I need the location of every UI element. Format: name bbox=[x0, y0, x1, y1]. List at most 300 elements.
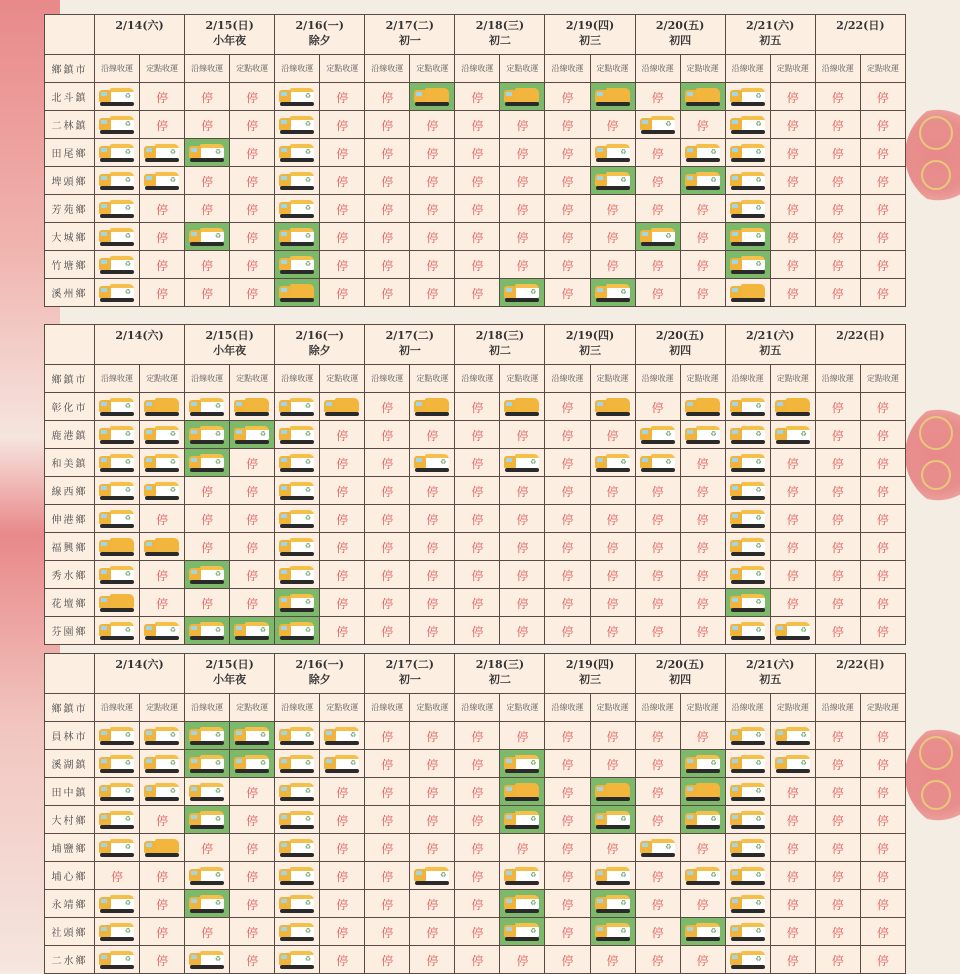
table-row bbox=[45, 918, 906, 946]
schedule-cell bbox=[455, 195, 500, 223]
schedule-cell bbox=[365, 167, 410, 195]
schedule-cell bbox=[815, 393, 860, 421]
schedule-cell bbox=[680, 167, 725, 195]
schedule-cell bbox=[410, 890, 455, 918]
suspended-label: 停 bbox=[156, 954, 169, 968]
table-row bbox=[45, 750, 906, 778]
schedule-cell bbox=[725, 251, 770, 279]
suspended-label: 停 bbox=[201, 259, 214, 273]
town-column-header: 鄉鎮市 bbox=[45, 694, 95, 722]
schedule-cell bbox=[680, 111, 725, 139]
schedule-cell bbox=[95, 890, 140, 918]
schedule-cell bbox=[815, 139, 860, 167]
garbage-and-recycling-truck-icon bbox=[639, 227, 677, 247]
suspended-label: 停 bbox=[426, 814, 439, 828]
schedule-cell bbox=[410, 251, 455, 279]
suspended-label: 停 bbox=[786, 814, 799, 828]
schedule-cell bbox=[860, 750, 905, 778]
suspended-label: 停 bbox=[561, 541, 574, 555]
schedule-cell bbox=[140, 750, 185, 778]
suspended-label: 停 bbox=[381, 898, 394, 912]
route-collection-header: 沿線收運 bbox=[275, 365, 320, 393]
garbage-and-recycling-truck-icon bbox=[503, 894, 541, 914]
schedule-cell bbox=[275, 111, 320, 139]
garbage-and-recycling-truck-icon bbox=[278, 810, 316, 830]
schedule-cell bbox=[500, 111, 545, 139]
date-header-row bbox=[45, 15, 906, 55]
schedule-cell bbox=[320, 589, 365, 617]
schedule-cell bbox=[500, 946, 545, 974]
schedule-cell bbox=[95, 83, 140, 111]
suspended-label: 停 bbox=[606, 259, 619, 273]
schedule-cell bbox=[275, 393, 320, 421]
schedule-cell bbox=[455, 111, 500, 139]
suspended-label: 停 bbox=[561, 870, 574, 884]
suspended-label: 停 bbox=[651, 541, 664, 555]
schedule-cell bbox=[770, 862, 815, 890]
suspended-label: 停 bbox=[561, 842, 574, 856]
date-header: 2/21(六) 初五 bbox=[725, 15, 815, 55]
town-name: 二林鎮 bbox=[45, 111, 95, 139]
schedule-cell bbox=[770, 617, 815, 645]
suspended-label: 停 bbox=[516, 485, 529, 499]
garbage-and-recycling-truck-icon bbox=[684, 922, 722, 942]
schedule-cell bbox=[590, 139, 635, 167]
schedule-cell bbox=[500, 139, 545, 167]
suspended-label: 停 bbox=[651, 175, 664, 189]
table-row bbox=[45, 589, 906, 617]
schedule-cell bbox=[230, 589, 275, 617]
schedule-cell bbox=[95, 750, 140, 778]
garbage-truck-icon bbox=[594, 87, 632, 107]
suspended-label: 停 bbox=[426, 429, 439, 443]
schedule-cell bbox=[185, 83, 230, 111]
suspended-label: 停 bbox=[606, 231, 619, 245]
suspended-label: 停 bbox=[471, 730, 484, 744]
date-header: 2/21(六) 初五 bbox=[725, 325, 815, 365]
schedule-cell bbox=[635, 223, 680, 251]
schedule-cell bbox=[545, 223, 590, 251]
schedule-cell bbox=[725, 890, 770, 918]
suspended-label: 停 bbox=[516, 569, 529, 583]
garbage-and-recycling-truck-icon bbox=[323, 726, 361, 746]
suspended-label: 停 bbox=[651, 758, 664, 772]
schedule-cell bbox=[860, 279, 905, 307]
schedule-cell bbox=[185, 477, 230, 505]
garbage-and-recycling-truck-icon bbox=[98, 425, 136, 445]
suspended-label: 停 bbox=[201, 287, 214, 301]
table-row bbox=[45, 167, 906, 195]
schedule-cell bbox=[365, 279, 410, 307]
schedule-cell bbox=[320, 834, 365, 862]
fixed-point-collection-header: 定點收運 bbox=[500, 55, 545, 83]
date-header: 2/17(二) 初一 bbox=[365, 325, 455, 365]
schedule-cell bbox=[860, 505, 905, 533]
suspended-label: 停 bbox=[876, 926, 889, 940]
fixed-point-collection-header: 定點收運 bbox=[230, 694, 275, 722]
garbage-and-recycling-truck-icon bbox=[729, 565, 767, 585]
garbage-and-recycling-truck-icon bbox=[729, 754, 767, 774]
schedule-cell bbox=[320, 167, 365, 195]
suspended-label: 停 bbox=[876, 569, 889, 583]
date-header: 2/22(日) bbox=[815, 15, 905, 55]
suspended-label: 停 bbox=[246, 814, 259, 828]
garbage-truck-icon bbox=[143, 537, 181, 557]
route-collection-header: 沿線收運 bbox=[635, 55, 680, 83]
schedule-cell bbox=[95, 167, 140, 195]
schedule-cell bbox=[725, 617, 770, 645]
schedule-cell bbox=[230, 806, 275, 834]
garbage-and-recycling-truck-icon bbox=[143, 726, 181, 746]
table-row bbox=[45, 834, 906, 862]
collection-schedule-table bbox=[44, 14, 906, 307]
garbage-and-recycling-truck-icon bbox=[774, 754, 812, 774]
route-collection-header: 沿線收運 bbox=[815, 365, 860, 393]
schedule-cell bbox=[635, 393, 680, 421]
suspended-label: 停 bbox=[201, 842, 214, 856]
schedule-cell bbox=[860, 890, 905, 918]
fixed-point-collection-header: 定點收運 bbox=[770, 365, 815, 393]
schedule-cell bbox=[590, 505, 635, 533]
schedule-cell bbox=[815, 533, 860, 561]
schedule-cell bbox=[455, 505, 500, 533]
schedule-cell bbox=[230, 890, 275, 918]
suspended-label: 停 bbox=[426, 147, 439, 161]
garbage-and-recycling-truck-icon bbox=[278, 397, 316, 417]
schedule-cell bbox=[770, 195, 815, 223]
town-name: 線西鄉 bbox=[45, 477, 95, 505]
suspended-label: 停 bbox=[606, 569, 619, 583]
schedule-cell bbox=[410, 421, 455, 449]
schedule-cell bbox=[545, 834, 590, 862]
schedule-cell bbox=[545, 393, 590, 421]
schedule-cell bbox=[410, 806, 455, 834]
garbage-and-recycling-truck-icon bbox=[278, 894, 316, 914]
garbage-and-recycling-truck-icon bbox=[774, 621, 812, 641]
schedule-cell bbox=[725, 533, 770, 561]
suspended-label: 停 bbox=[156, 119, 169, 133]
suspended-label: 停 bbox=[651, 730, 664, 744]
town-name: 社頭鄉 bbox=[45, 918, 95, 946]
schedule-cell bbox=[545, 167, 590, 195]
schedule-cell bbox=[365, 561, 410, 589]
schedule-cell bbox=[680, 477, 725, 505]
schedule-cell bbox=[770, 918, 815, 946]
suspended-label: 停 bbox=[561, 730, 574, 744]
suspended-label: 停 bbox=[561, 429, 574, 443]
suspended-label: 停 bbox=[426, 730, 439, 744]
suspended-label: 停 bbox=[831, 429, 844, 443]
garbage-and-recycling-truck-icon bbox=[278, 509, 316, 529]
suspended-label: 停 bbox=[471, 814, 484, 828]
schedule-cell bbox=[770, 561, 815, 589]
schedule-cell bbox=[500, 589, 545, 617]
suspended-label: 停 bbox=[876, 814, 889, 828]
suspended-label: 停 bbox=[786, 541, 799, 555]
schedule-cell bbox=[590, 477, 635, 505]
suspended-label: 停 bbox=[156, 870, 169, 884]
schedule-cell bbox=[815, 750, 860, 778]
garbage-and-recycling-truck-icon bbox=[729, 922, 767, 942]
garbage-and-recycling-truck-icon bbox=[233, 754, 271, 774]
schedule-cell bbox=[860, 946, 905, 974]
suspended-label: 停 bbox=[831, 513, 844, 527]
suspended-label: 停 bbox=[426, 203, 439, 217]
suspended-label: 停 bbox=[561, 147, 574, 161]
fixed-point-collection-header: 定點收運 bbox=[860, 55, 905, 83]
schedule-cell bbox=[275, 477, 320, 505]
garbage-truck-icon bbox=[729, 283, 767, 303]
schedule-cell bbox=[275, 617, 320, 645]
schedule-cell bbox=[275, 449, 320, 477]
suspended-label: 停 bbox=[471, 625, 484, 639]
schedule-cell bbox=[770, 806, 815, 834]
garbage-and-recycling-truck-icon bbox=[278, 143, 316, 163]
schedule-cell bbox=[635, 617, 680, 645]
suspended-label: 停 bbox=[786, 926, 799, 940]
schedule-cell bbox=[275, 750, 320, 778]
schedule-cell bbox=[815, 918, 860, 946]
schedule-cell bbox=[320, 195, 365, 223]
schedule-cell bbox=[860, 533, 905, 561]
schedule-cell bbox=[455, 834, 500, 862]
route-collection-header: 沿線收運 bbox=[635, 365, 680, 393]
suspended-label: 停 bbox=[651, 401, 664, 415]
schedule-cell bbox=[365, 946, 410, 974]
schedule-cell bbox=[275, 279, 320, 307]
date-header-row bbox=[45, 325, 906, 365]
suspended-label: 停 bbox=[336, 457, 349, 471]
schedule-cell bbox=[590, 393, 635, 421]
garbage-and-recycling-truck-icon bbox=[98, 87, 136, 107]
suspended-label: 停 bbox=[471, 597, 484, 611]
schedule-cell bbox=[185, 617, 230, 645]
suspended-label: 停 bbox=[561, 485, 574, 499]
garbage-and-recycling-truck-icon bbox=[98, 894, 136, 914]
schedule-cell bbox=[815, 223, 860, 251]
garbage-and-recycling-truck-icon bbox=[413, 866, 451, 886]
schedule-cell bbox=[500, 617, 545, 645]
schedule-cell bbox=[500, 83, 545, 111]
schedule-cell bbox=[545, 862, 590, 890]
date-header-row bbox=[45, 654, 906, 694]
schedule-cell bbox=[860, 111, 905, 139]
town-name: 和美鎮 bbox=[45, 449, 95, 477]
garbage-and-recycling-truck-icon bbox=[98, 453, 136, 473]
suspended-label: 停 bbox=[246, 513, 259, 527]
schedule-cell bbox=[680, 223, 725, 251]
schedule-cell bbox=[275, 722, 320, 750]
suspended-label: 停 bbox=[156, 569, 169, 583]
suspended-label: 停 bbox=[471, 569, 484, 583]
suspended-label: 停 bbox=[381, 429, 394, 443]
date-header: 2/21(六) 初五 bbox=[725, 654, 815, 694]
suspended-label: 停 bbox=[786, 457, 799, 471]
suspended-label: 停 bbox=[696, 513, 709, 527]
garbage-and-recycling-truck-icon bbox=[639, 425, 677, 445]
suspended-label: 停 bbox=[336, 287, 349, 301]
schedule-cell bbox=[815, 722, 860, 750]
suspended-label: 停 bbox=[561, 786, 574, 800]
suspended-label: 停 bbox=[246, 147, 259, 161]
suspended-label: 停 bbox=[696, 203, 709, 217]
schedule-cell bbox=[500, 561, 545, 589]
suspended-label: 停 bbox=[246, 870, 259, 884]
route-collection-header: 沿線收運 bbox=[95, 694, 140, 722]
schedule-cell bbox=[590, 561, 635, 589]
schedule-cell bbox=[275, 533, 320, 561]
schedule-cell bbox=[140, 918, 185, 946]
schedule-cell bbox=[365, 806, 410, 834]
schedule-cell bbox=[590, 778, 635, 806]
table-row bbox=[45, 722, 906, 750]
suspended-label: 停 bbox=[381, 231, 394, 245]
suspended-label: 停 bbox=[246, 457, 259, 471]
suspended-label: 停 bbox=[246, 175, 259, 189]
suspended-label: 停 bbox=[876, 898, 889, 912]
suspended-label: 停 bbox=[516, 541, 529, 555]
suspended-label: 停 bbox=[381, 926, 394, 940]
schedule-cell bbox=[140, 722, 185, 750]
table-row bbox=[45, 111, 906, 139]
schedule-cell bbox=[545, 477, 590, 505]
suspended-label: 停 bbox=[426, 954, 439, 968]
suspended-label: 停 bbox=[426, 786, 439, 800]
garbage-and-recycling-truck-icon bbox=[729, 838, 767, 858]
schedule-cell bbox=[95, 393, 140, 421]
suspended-label: 停 bbox=[336, 259, 349, 273]
table-row bbox=[45, 139, 906, 167]
schedule-cell bbox=[815, 561, 860, 589]
suspended-label: 停 bbox=[246, 231, 259, 245]
table-row bbox=[45, 195, 906, 223]
suspended-label: 停 bbox=[381, 287, 394, 301]
garbage-truck-icon bbox=[413, 397, 451, 417]
schedule-cell bbox=[410, 834, 455, 862]
schedule-cell bbox=[770, 251, 815, 279]
suspended-label: 停 bbox=[516, 203, 529, 217]
schedule-cell bbox=[635, 834, 680, 862]
suspended-label: 停 bbox=[831, 954, 844, 968]
garbage-truck-icon bbox=[98, 593, 136, 613]
suspended-label: 停 bbox=[786, 954, 799, 968]
schedule-cell bbox=[455, 750, 500, 778]
suspended-label: 停 bbox=[336, 203, 349, 217]
schedule-cell bbox=[95, 195, 140, 223]
suspended-label: 停 bbox=[336, 119, 349, 133]
garbage-and-recycling-truck-icon bbox=[729, 782, 767, 802]
suspended-label: 停 bbox=[696, 259, 709, 273]
schedule-cell bbox=[680, 778, 725, 806]
suspended-label: 停 bbox=[876, 625, 889, 639]
suspended-label: 停 bbox=[516, 625, 529, 639]
garbage-and-recycling-truck-icon bbox=[278, 922, 316, 942]
suspended-label: 停 bbox=[786, 597, 799, 611]
schedule-cell bbox=[545, 561, 590, 589]
garbage-and-recycling-truck-icon bbox=[684, 866, 722, 886]
schedule-cell bbox=[365, 505, 410, 533]
suspended-label: 停 bbox=[876, 429, 889, 443]
schedule-cell bbox=[860, 477, 905, 505]
schedule-cell bbox=[230, 251, 275, 279]
schedule-cell bbox=[140, 167, 185, 195]
town-name: 埤頭鄉 bbox=[45, 167, 95, 195]
schedule-cell bbox=[275, 505, 320, 533]
schedule-cell bbox=[320, 279, 365, 307]
suspended-label: 停 bbox=[786, 147, 799, 161]
schedule-cell bbox=[275, 834, 320, 862]
garbage-and-recycling-truck-icon bbox=[684, 810, 722, 830]
schedule-cell bbox=[725, 834, 770, 862]
date-header: 2/20(五) 初四 bbox=[635, 15, 725, 55]
town-name: 埔鹽鄉 bbox=[45, 834, 95, 862]
garbage-and-recycling-truck-icon bbox=[594, 453, 632, 473]
schedule-cell bbox=[410, 918, 455, 946]
schedule-cell bbox=[140, 834, 185, 862]
schedule-cell bbox=[365, 195, 410, 223]
schedule-cell bbox=[680, 722, 725, 750]
suspended-label: 停 bbox=[246, 926, 259, 940]
suspended-label: 停 bbox=[561, 513, 574, 527]
schedule-cell bbox=[860, 834, 905, 862]
suspended-label: 停 bbox=[336, 569, 349, 583]
garbage-and-recycling-truck-icon bbox=[684, 425, 722, 445]
suspended-label: 停 bbox=[831, 870, 844, 884]
schedule-cell bbox=[635, 251, 680, 279]
garbage-and-recycling-truck-icon bbox=[278, 115, 316, 135]
schedule-cell bbox=[590, 617, 635, 645]
schedule-cell bbox=[680, 834, 725, 862]
suspended-label: 停 bbox=[561, 758, 574, 772]
suspended-label: 停 bbox=[471, 147, 484, 161]
garbage-and-recycling-truck-icon bbox=[98, 782, 136, 802]
garbage-and-recycling-truck-icon bbox=[413, 453, 451, 473]
schedule-cell bbox=[95, 139, 140, 167]
schedule-cell bbox=[770, 750, 815, 778]
route-collection-header: 沿線收運 bbox=[95, 365, 140, 393]
suspended-label: 停 bbox=[471, 287, 484, 301]
schedule-cell bbox=[860, 449, 905, 477]
suspended-label: 停 bbox=[561, 457, 574, 471]
schedule-cell bbox=[455, 806, 500, 834]
table-row bbox=[45, 561, 906, 589]
garbage-and-recycling-truck-icon bbox=[503, 754, 541, 774]
town-column-header: 鄉鎮市 bbox=[45, 55, 95, 83]
suspended-label: 停 bbox=[471, 898, 484, 912]
suspended-label: 停 bbox=[651, 287, 664, 301]
schedule-cell bbox=[590, 421, 635, 449]
date-header: 2/15(日) 小年夜 bbox=[185, 325, 275, 365]
suspended-label: 停 bbox=[381, 203, 394, 217]
schedule-cell bbox=[185, 167, 230, 195]
schedule-cell bbox=[140, 83, 185, 111]
schedule-cell bbox=[140, 139, 185, 167]
garbage-and-recycling-truck-icon bbox=[98, 509, 136, 529]
schedule-cell bbox=[185, 834, 230, 862]
schedule-cell bbox=[185, 722, 230, 750]
suspended-label: 停 bbox=[876, 401, 889, 415]
suspended-label: 停 bbox=[516, 597, 529, 611]
suspended-label: 停 bbox=[156, 287, 169, 301]
schedule-cell bbox=[275, 223, 320, 251]
suspended-label: 停 bbox=[831, 287, 844, 301]
table-row bbox=[45, 449, 906, 477]
schedule-cell bbox=[590, 251, 635, 279]
suspended-label: 停 bbox=[876, 457, 889, 471]
suspended-label: 停 bbox=[201, 541, 214, 555]
schedule-cell bbox=[725, 195, 770, 223]
schedule-cell bbox=[410, 167, 455, 195]
